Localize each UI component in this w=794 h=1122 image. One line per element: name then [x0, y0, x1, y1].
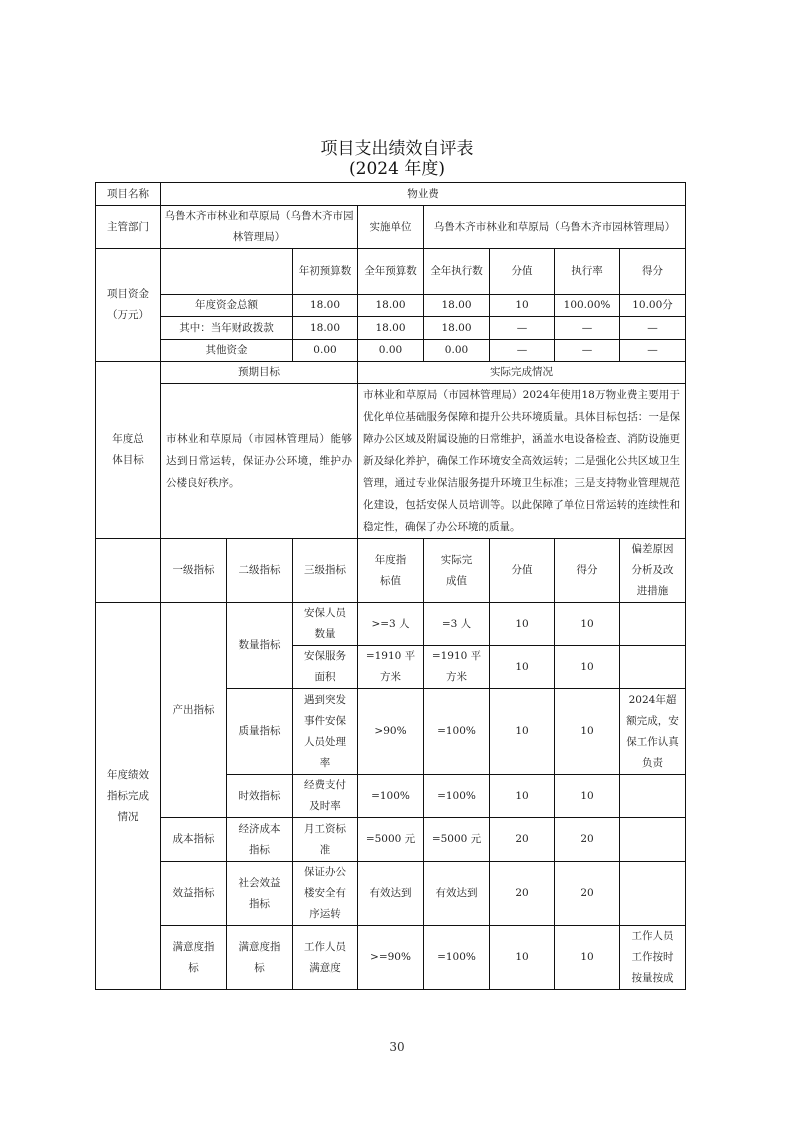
row-goals-body: [96, 384, 686, 539]
level1-satisfaction: 满意度指标: [161, 926, 227, 990]
indicator-header-cell: 三级指标: [293, 539, 358, 603]
indicator-row: [96, 862, 686, 926]
indicator-row: [96, 818, 686, 862]
indicator-header-cell: 一级指标: [161, 539, 227, 603]
funds-cell: 18.00: [358, 317, 424, 340]
funds-row-label: 年度资金总额: [161, 295, 293, 317]
deviation-cell: [620, 646, 686, 689]
score-cell: 10: [555, 603, 620, 646]
funds-cell: —: [620, 317, 686, 340]
actual-result-header: 实际完成情况: [358, 362, 686, 384]
level2-quantity: 数量指标: [227, 603, 293, 689]
dept-value: 乌鲁木齐市林业和草原局（乌鲁木齐市园林管理局）: [161, 206, 358, 249]
funds-row-label: 其他资金: [161, 340, 293, 362]
level2-timeliness: 时效指标: [227, 775, 293, 818]
indicator-header-cell: 年度指标值: [358, 539, 424, 603]
funds-cell: 0.00: [424, 340, 490, 362]
funds-header-cell: 全年预算数: [358, 249, 424, 295]
level3-cell: 安保服务面积: [293, 646, 358, 689]
funds-row: [96, 317, 686, 340]
indicator-header-cell: 分值: [490, 539, 555, 603]
score-value-cell: 10: [490, 689, 555, 775]
funds-header-cell: 分值: [490, 249, 555, 295]
level1-output: 产出指标: [161, 603, 227, 818]
score-value-cell: 20: [490, 862, 555, 926]
score-cell: 10: [555, 775, 620, 818]
level3-cell: 工作人员满意度: [293, 926, 358, 990]
level2-satisfaction: 满意度指标: [227, 926, 293, 990]
funds-cell: —: [620, 340, 686, 362]
funds-cell: 18.00: [358, 295, 424, 317]
indicator-row: [96, 603, 686, 646]
actual-cell: =3 人: [424, 603, 490, 646]
target-cell: >=90%: [358, 926, 424, 990]
expected-goal-text: 市林业和草原局（市园林管理局）能够达到日常运转，保证办公环境，维护办公楼良好秩序。: [161, 384, 358, 539]
funds-cell: 10.00分: [620, 295, 686, 317]
actual-result-text: 市林业和草原局（市园林管理局）2024年使用18万物业费主要用于优化单位基础服务保障和提升公共环境质量。具体目标包括：一是保障办公区域及附属设施的日常维护，涵盖水电设备检查、消防设施更新及绿化养护，确保工作环境安全高效运转；二是强化公共区域卫生管理，通过专业保洁服务提升环境卫生标准；三是支持物业管理规范化建设，包括安保人员培训等。以此保障了单位日常运转的连续性和稳定性，确保了办公环境的质量。: [358, 384, 686, 539]
page-number: 30: [389, 1040, 405, 1054]
level1-benefit: 效益指标: [161, 862, 227, 926]
funds-header-cell: 得分: [620, 249, 686, 295]
funds-cell: 0.00: [358, 340, 424, 362]
funds-header-cell: 年初预算数: [293, 249, 358, 295]
row-department: [96, 206, 686, 249]
score-cell: 10: [555, 646, 620, 689]
funds-section-label: 项目资金（万元）: [96, 249, 161, 362]
target-cell: >90%: [358, 689, 424, 775]
indicator-header-cell: 二级指标: [227, 539, 293, 603]
unit-label: 实施单位: [358, 206, 424, 249]
title-main: 项目支出绩效自评表: [320, 139, 474, 159]
deviation-cell: [620, 818, 686, 862]
deviation-cell: 2024年超额完成，安保工作认真负责: [620, 689, 686, 775]
deviation-cell: [620, 603, 686, 646]
funds-cell: 18.00: [293, 295, 358, 317]
goals-section-label: 年度总体目标: [96, 362, 161, 539]
target-cell: =100%: [358, 775, 424, 818]
indicator-header-cell: 实际完成值: [424, 539, 490, 603]
unit-value: 乌鲁木齐市林业和草原局（乌鲁木齐市园林管理局）: [424, 206, 686, 249]
row-goals-header: [96, 362, 686, 384]
funds-cell: —: [490, 340, 555, 362]
level1-cost: 成本指标: [161, 818, 227, 862]
funds-cell: 10: [490, 295, 555, 317]
score-value-cell: 10: [490, 926, 555, 990]
target-cell: >=3 人: [358, 603, 424, 646]
target-cell: =5000 元: [358, 818, 424, 862]
funds-cell: 100.00%: [555, 295, 620, 317]
funds-row: [96, 340, 686, 362]
indicator-row: [96, 926, 686, 990]
funds-row-label: 其中：当年财政拨款: [161, 317, 293, 340]
actual-cell: 有效达到: [424, 862, 490, 926]
project-name-value: 物业费: [161, 183, 686, 206]
actual-cell: =100%: [424, 775, 490, 818]
funds-cell: 18.00: [293, 317, 358, 340]
deviation-cell: 工作人员工作按时按量按成: [620, 926, 686, 990]
score-value-cell: 10: [490, 775, 555, 818]
indicator-header-cell: 偏差原因分析及改进措施: [620, 539, 686, 603]
indicator-header-cell: 得分: [555, 539, 620, 603]
funds-cell: 0.00: [293, 340, 358, 362]
row-indicators-header: [96, 539, 686, 603]
project-name-label: 项目名称: [96, 183, 161, 206]
funds-cell: 18.00: [424, 317, 490, 340]
self-evaluation-table: [95, 182, 686, 990]
score-cell: 10: [555, 689, 620, 775]
score-cell: 20: [555, 818, 620, 862]
actual-cell: =100%: [424, 926, 490, 990]
deviation-cell: [620, 775, 686, 818]
score-cell: 10: [555, 926, 620, 990]
funds-cell: —: [555, 317, 620, 340]
score-value-cell: 10: [490, 646, 555, 689]
level3-cell: 经费支付及时率: [293, 775, 358, 818]
funds-cell: —: [555, 340, 620, 362]
funds-row: [96, 295, 686, 317]
indicators-section-label: 年度绩效指标完成情况: [96, 603, 161, 990]
expected-goal-header: 预期目标: [161, 362, 358, 384]
score-value-cell: 20: [490, 818, 555, 862]
score-cell: 20: [555, 862, 620, 926]
level2-economic-cost: 经济成本指标: [227, 818, 293, 862]
funds-header-cell: 执行率: [555, 249, 620, 295]
funds-cell: —: [490, 317, 555, 340]
level3-cell: 月工资标准: [293, 818, 358, 862]
level3-cell: 安保人员数量: [293, 603, 358, 646]
indicators-header-blank: [96, 539, 161, 603]
level3-cell: 遇到突发事件安保人员处理率: [293, 689, 358, 775]
dept-label: 主管部门: [96, 206, 161, 249]
document-title: [0, 139, 794, 179]
actual-cell: =5000 元: [424, 818, 490, 862]
funds-header-blank: [161, 249, 293, 295]
row-funds-header: [96, 249, 686, 295]
target-cell: =1910 平方米: [358, 646, 424, 689]
funds-cell: 18.00: [424, 295, 490, 317]
row-project-name: [96, 183, 686, 206]
level2-social-benefit: 社会效益指标: [227, 862, 293, 926]
level2-quality: 质量指标: [227, 689, 293, 775]
deviation-cell: [620, 862, 686, 926]
score-value-cell: 10: [490, 603, 555, 646]
target-cell: 有效达到: [358, 862, 424, 926]
funds-header-cell: 全年执行数: [424, 249, 490, 295]
actual-cell: =1910 平方米: [424, 646, 490, 689]
title-year: (2024 年度): [349, 159, 445, 179]
level3-cell: 保证办公楼安全有序运转: [293, 862, 358, 926]
actual-cell: =100%: [424, 689, 490, 775]
